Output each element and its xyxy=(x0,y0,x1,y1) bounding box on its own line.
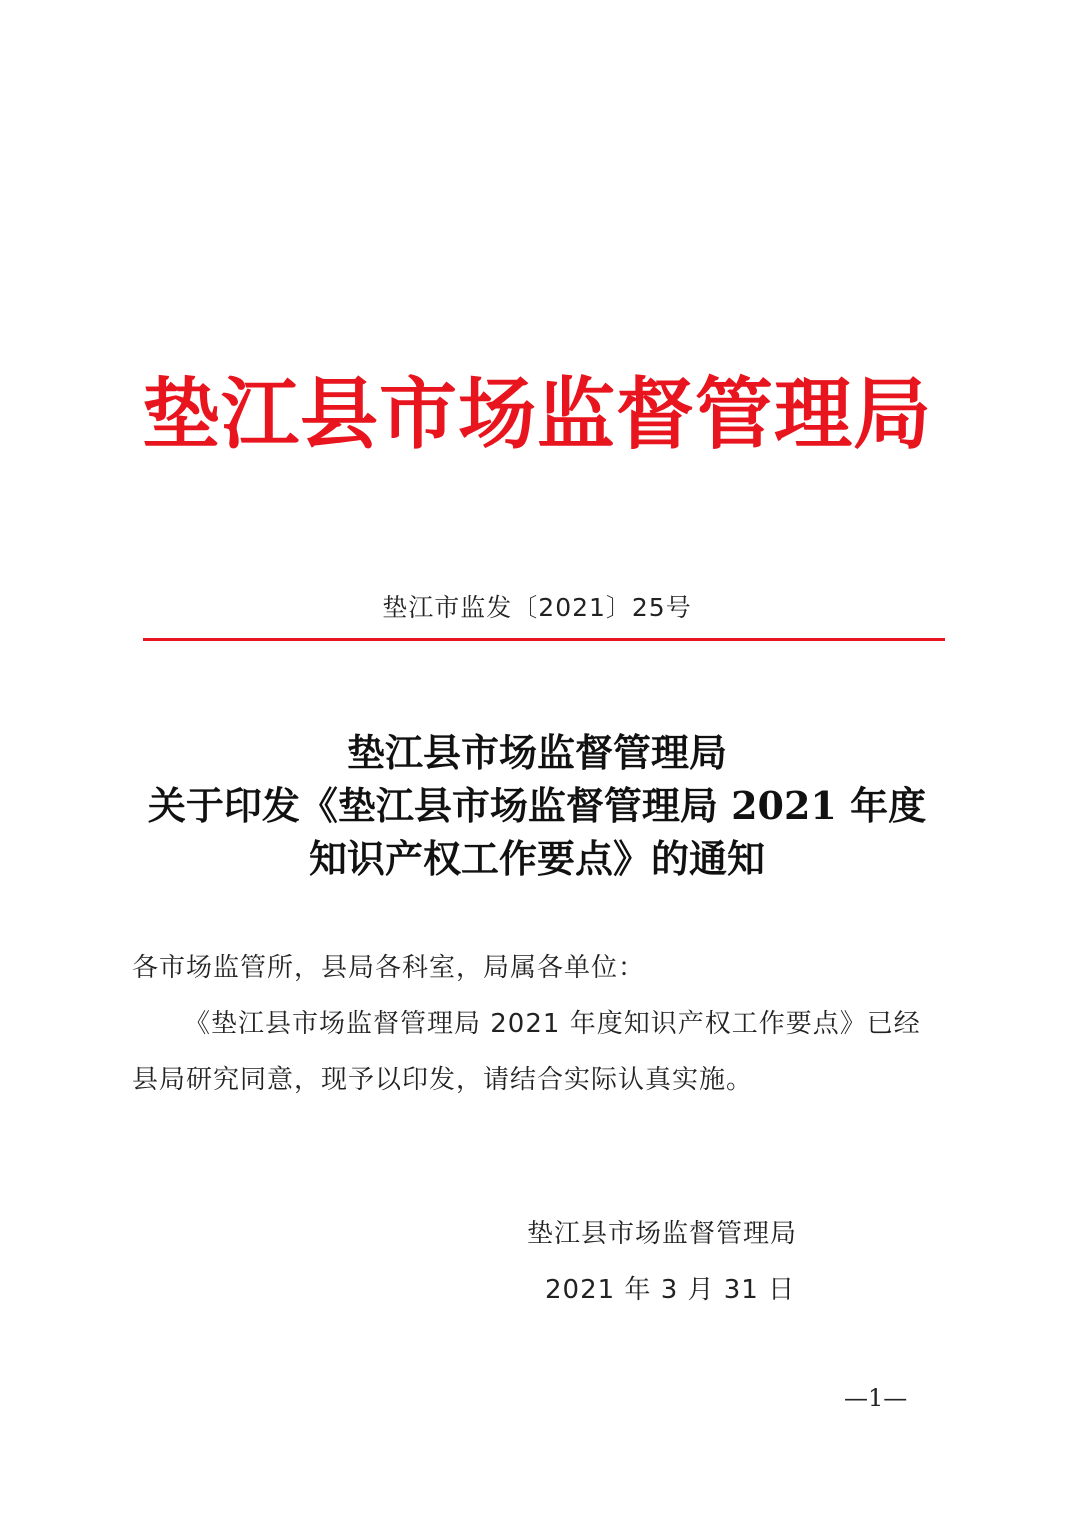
salutation: 各市场监管所，县局各科室，局属各单位： xyxy=(132,953,646,983)
document-number: 垫江市监发〔2021〕25号 xyxy=(382,593,692,622)
title-line-3: 知识产权工作要点》的通知 xyxy=(308,836,765,881)
masthead-title: 垫江县市场监督管理局 xyxy=(141,369,932,460)
body-paragraph-line-2: 县局研究同意，现予以印发，请结合实际认真实施。 xyxy=(132,1065,754,1095)
signature-organization: 垫江县市场监督管理局 xyxy=(527,1219,798,1249)
page-number: —1— xyxy=(844,1384,908,1412)
title-line-2: 关于印发《垫江县市场监督管理局 2021 年度 xyxy=(147,783,927,828)
body-paragraph-line-1: 《垫江县市场监督管理局 2021 年度知识产权工作要点》已经 xyxy=(184,1009,921,1039)
signature-date: 2021 年 3 月 31 日 xyxy=(545,1275,796,1305)
red-divider-line xyxy=(143,638,945,641)
title-line-1: 垫江县市场监督管理局 xyxy=(346,730,727,775)
document-title xyxy=(0,726,1074,885)
